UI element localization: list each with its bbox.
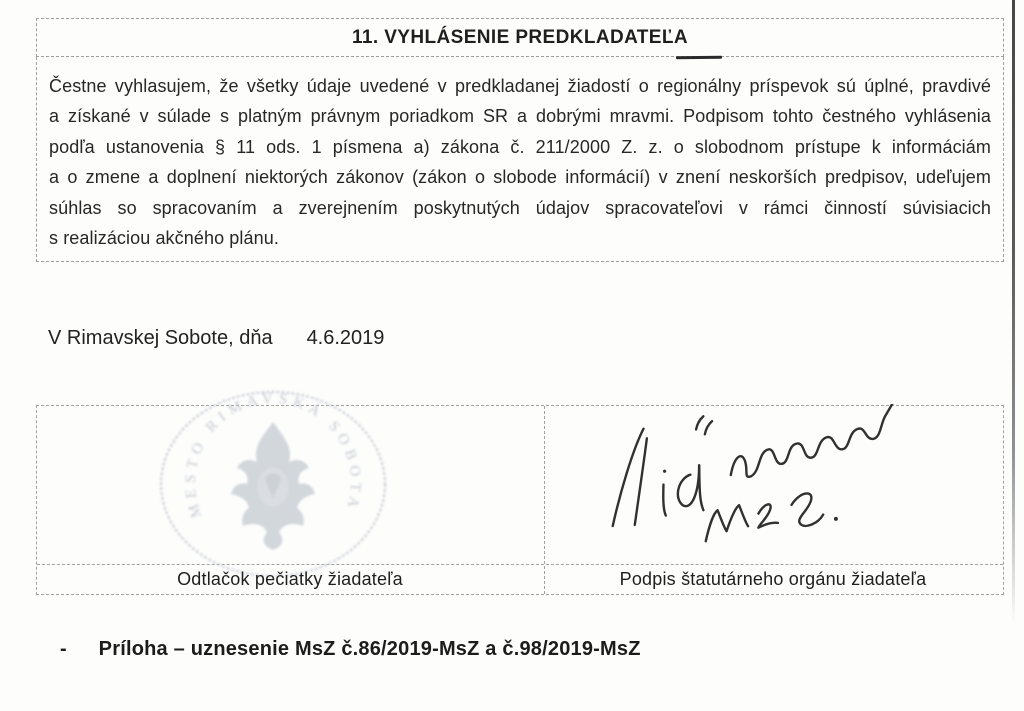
section-header-box (36, 18, 1004, 57)
date-value: 4.6.2019 (306, 327, 385, 349)
declaration-box (36, 57, 1004, 262)
stamp-label: Odtlačok pečiatky žiadateľa (177, 568, 403, 589)
official-stamp-icon (155, 386, 391, 582)
declaration-line: a získané v súlade s platným právnym poriadkom SR a dobrými mravmi. Podpisom tohto čestného vyhlásenia (49, 106, 991, 127)
date-line (48, 327, 384, 350)
declaration-line: a o zmene a doplnení niektorých zákonov (zákon o slobode informácií) v znení neskorších predpisov, udeľujem (49, 167, 991, 188)
signature-table (36, 390, 1004, 595)
scan-edge-artifact (1012, 0, 1015, 625)
declaration-line: Čestne vyhlasujem, že všetky údaje uvedené v predkladanej žiadostí o regionálny príspevok sú úplné, pravdivé (49, 76, 991, 96)
attachment-note (60, 638, 641, 661)
signature-cell (597, 404, 937, 549)
attachment-bullet: - (60, 638, 67, 660)
declaration-line: s realizáciou akčného plánu. (49, 228, 279, 249)
declaration-line: súhlas so spracovaním a zverejnením poskytnutých údajov spracovateľovi v rámci činností súvisiacich (49, 197, 991, 218)
place-label: V Rimavskej Sobote, dňa (48, 327, 273, 349)
declaration-line: podľa ustanovenia § 11 ods. 1 písmena a) zákona č. 211/2000 Z. z. o slobodnom prístupe k informáciám (49, 136, 991, 157)
handwritten-signature (597, 404, 937, 549)
stamp-emblem (231, 422, 315, 550)
stamp-ring-text: MESTO RIMAVSKÁ SOBOTA (182, 390, 364, 520)
table-label-row (37, 564, 1003, 594)
attachment-text: Príloha – uznesenie MsZ č.86/2019-MsZ a č.98/2019-MsZ (98, 638, 641, 660)
stamp-cell (155, 386, 391, 582)
section-title: 11. VYHLÁSENIE PREDKLADATEĽA (351, 26, 688, 48)
signature-label: Podpis štatutárneho orgánu žiadateľa (619, 568, 927, 589)
